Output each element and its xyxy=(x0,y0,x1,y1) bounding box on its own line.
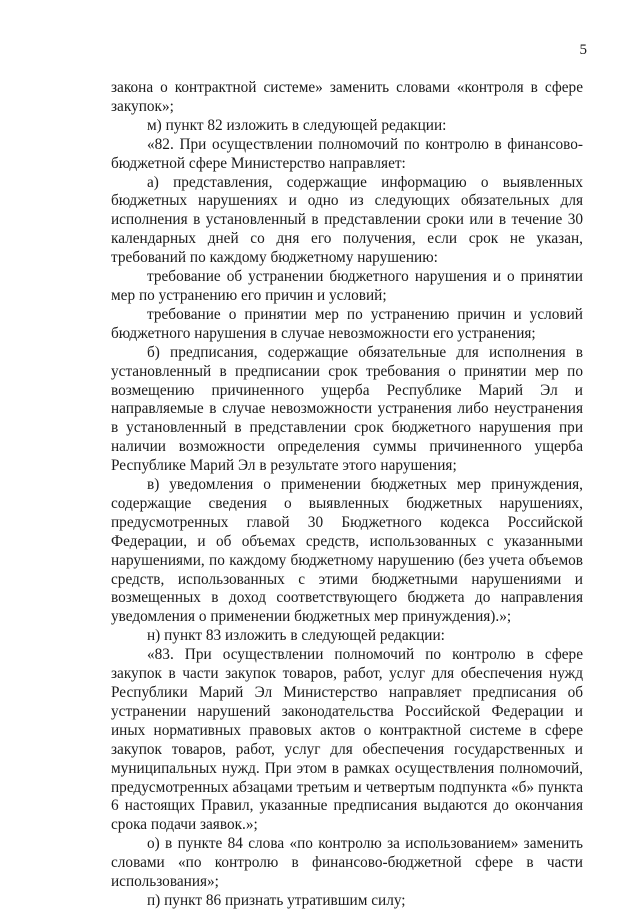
paragraph: а) представления, содержащие информацию о выявленных бюджетных нарушениях и одно из следующих обязательных для исполнения в установленный в представлении сроки или в течение 30 календарных дней со дня его получения, если срок не указан, требований по каждому бюджетному нарушению: xyxy=(111,173,583,267)
paragraph: п) пункт 86 признать утратившим силу; xyxy=(147,891,406,909)
paragraph: закона о контрактной системе» заменить словами «контроля в сфере закупок»; xyxy=(111,79,583,115)
paragraph: требование об устранении бюджетного нарушения и о принятии мер по устранению его причин и условий; xyxy=(111,268,583,304)
paragraph: в) уведомления о применении бюджетных мер принуждения, содержащие сведения о выявленных бюджетных нарушениях, предусмотренных главой 30 Бюджетного кодекса Российской Федерации, и об объемах средств, использованных с указанными нарушениями, по каждому бюджетному нарушению (без учета объемов средств, использованных с этими бюджетными нарушениями и возмещенных в доход соответствующего бюджета до направления уведомления о применении бюджетных мер принуждения).»; xyxy=(111,476,583,626)
paragraph: требование о принятии мер по устранению причин и условий бюджетного нарушения в случае невозможности его устранения; xyxy=(111,305,583,342)
document-body xyxy=(111,79,583,911)
paragraph: н) пункт 83 изложить в следующей редакции: xyxy=(147,627,445,645)
paragraph: б) предписания, содержащие обязательные для исполнения в установленный в предписании срок требования о принятии мер по возмещению причиненного ущерба Республике Марий Эл и направляемые в случае невозможности устранения либо неустранения в установленный в представлении срок бюджетного нарушения при наличии возможности определения суммы причиненного ущерба Республике Марий Эл в результате этого нарушения; xyxy=(111,343,583,475)
paragraph: о) в пункте 84 слова «по контролю за использованием» заменить словами «по контролю в финансово-бюджетной сфере в части использования»; xyxy=(111,835,583,891)
paragraph: «83. При осуществлении полномочий по контролю в сфере закупок в части закупок товаров, работ, услуг для обеспечения нужд Республики Марий Эл Министерство направляет предписания об устранении нарушений законодательства Российской Федерации и иных нормативных правовых актов о контрактной системе в сфере закупок товаров, работ, услуг для обеспечения государственных и муниципальных нужд. При этом в рамках осуществления полномочий, предусмотренных абзацами третьим и четвертым подпункта «б» пункта 6 настоящих Правил, указанные предписания выдаются до окончания срока подачи заявок.»; xyxy=(111,646,583,834)
paragraph: м) пункт 82 изложить в следующей редакции: xyxy=(147,116,447,134)
page-number: 5 xyxy=(579,42,587,58)
paragraph: «82. При осуществлении полномочий по контролю в финансово-бюджетной сфере Министерство направляет: xyxy=(111,135,583,172)
